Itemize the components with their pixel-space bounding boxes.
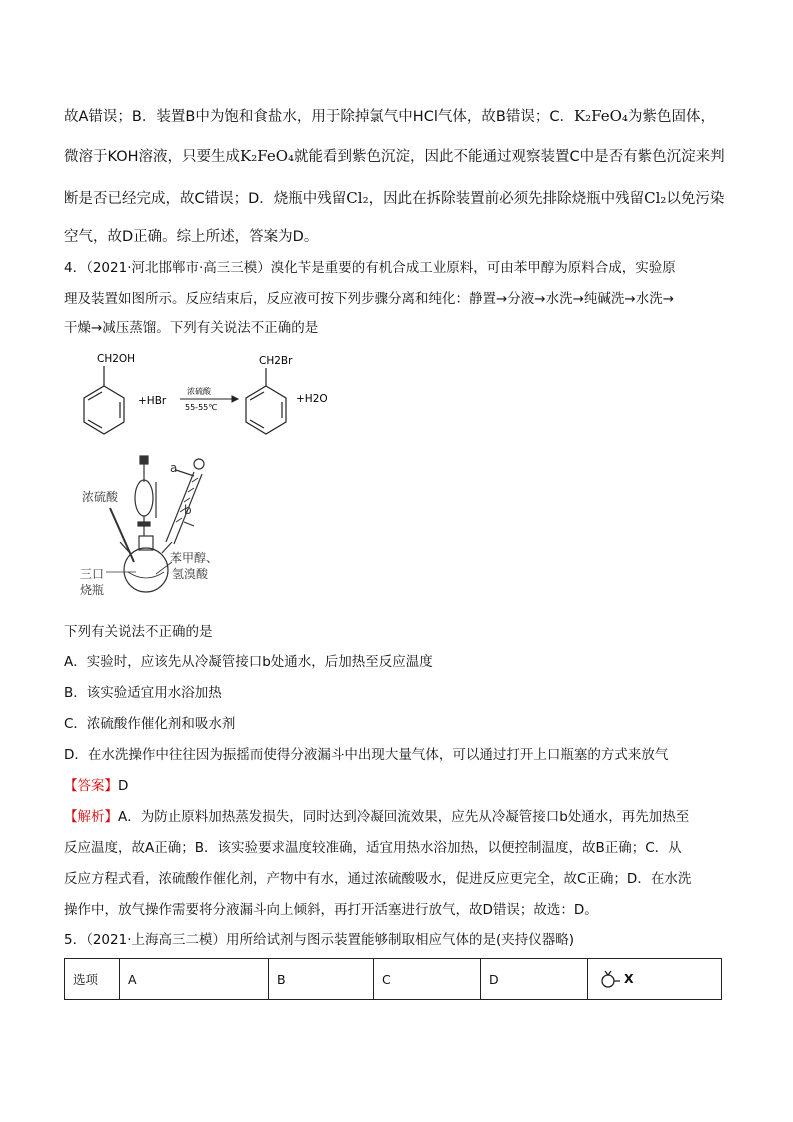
- inlet-b-label: b: [184, 503, 192, 517]
- table-header-cell: B: [269, 959, 374, 1000]
- dropping-funnel-icon: [135, 456, 156, 536]
- table-header-cell: A: [120, 959, 269, 1000]
- answer-prev-line-4: 空气，故D正确。综上所述，答案为D。: [64, 229, 319, 245]
- table-row: [65, 959, 722, 1000]
- q4-analysis-line-2: 反应温度，故A正确；B．该实验要求温度较准确，适宜用热水浴加热，以便控制温度，故B正确；C．从: [64, 840, 682, 856]
- q4-prompt: 下列有关说法不正确的是: [64, 624, 213, 640]
- inlet-a-label: a: [170, 461, 178, 475]
- q4-option-a: A．实验时，应该先从冷凝管接口b处通水，后加热至反应温度: [64, 654, 433, 670]
- plus-h2o-label: +H2O: [296, 393, 328, 405]
- thermometer-icon: [110, 508, 134, 562]
- q4-stem-line-3: 干燥→减压蒸馏。下列有关说法不正确的是: [64, 320, 319, 336]
- q4-stem-line-2: 理及装置如图所示。反应结束后，反应液可按下列步骤分离和纯化：静置→分液→水洗→纯碱洗→水洗→: [64, 291, 675, 307]
- q5-options-table: [64, 958, 722, 1000]
- q5-stem: 5．（2021·上海高三二模）用所给试剂与图示装置能够制取相应气体的是(夹持仪器略): [64, 932, 575, 948]
- answer-value: D: [118, 778, 129, 794]
- reactant-group-label: CH2OH: [97, 353, 136, 365]
- q4-answer: [64, 776, 128, 796]
- answer-label: 【答案】: [64, 778, 118, 794]
- gas-x-label: X: [624, 970, 634, 986]
- benzene-ring-reactant: [84, 366, 124, 434]
- reaction-scheme: [70, 346, 340, 442]
- q4-option-b: B．该实验适宜用水浴加热: [64, 685, 222, 701]
- gas-apparatus-cell: [588, 959, 722, 1000]
- reaction-arrow: [180, 396, 238, 402]
- answer-prev-line-2: 微溶于KOH溶液，只要生成K₂FeO₄就能看到紫色沉淀，因此不能通过观察装置C中是否有紫色沉淀来判: [64, 147, 725, 165]
- table-header-cell: 选项: [65, 959, 120, 1000]
- table-header-cell: C: [374, 959, 481, 1000]
- q4-analysis-line-4: 操作中，放气操作需要将分液漏斗向上倾斜，再打开活塞进行放气，故D错误；故选：D。: [64, 902, 598, 918]
- analysis-label: 【解析】: [64, 809, 118, 825]
- condition-top-label: 浓硫酸: [187, 387, 211, 396]
- reagent-label-2: 氢溴酸: [172, 567, 209, 581]
- q4-stem-line-1: 4．（2021·河北邯郸市·高三三模）溴化苄是重要的有机合成工业原料，可由苯甲醇为原料合成，实验原: [64, 260, 676, 276]
- plus-hbr-label: +HBr: [138, 395, 167, 407]
- q4-analysis-line-3: 反应方程式看，浓硫酸作催化剂，产物中有水，通过浓硫酸吸水，促进反应更完全，故C正确；D．在水洗: [64, 871, 692, 887]
- table-header-cell: D: [481, 959, 588, 1000]
- answer-prev-line-1: 故A错误；B．装置B中为饱和食盐水，用于除掉氯气中HCl气体，故B错误；C．K₂FeO₄为紫色固体，: [64, 107, 715, 125]
- reagent-label-1: 苯甲醇、: [170, 551, 219, 565]
- answer-prev-line-3: 断是否已经完成，故C错误；D．烧瓶中残留Cl₂，因此在拆除装置前必须先排除烧瓶中残留Cl₂以免污染: [64, 189, 725, 207]
- flask-label-1: 三口: [80, 567, 105, 581]
- product-group-label: CH2Br: [259, 355, 293, 367]
- acid-label: 浓硫酸: [82, 490, 119, 504]
- benzene-ring-product: [246, 368, 286, 434]
- flask-label-2: 烧瓶: [80, 583, 105, 597]
- q4-option-d: D．在水洗操作中往往因为振摇而使得分液漏斗中出现大量气体，可以通过打开上口瓶塞的方式来放气: [64, 747, 669, 763]
- condition-bottom-label: 55-55℃: [185, 403, 218, 412]
- q4-analysis-line-1: 【解析】A．为防止原料加热蒸发损失，同时达到冷凝回流效果，应先从冷凝管接口b处通水，再先加热至: [64, 809, 690, 825]
- apparatus-diagram: [76, 452, 236, 610]
- q4-option-c: C．浓硫酸作催化剂和吸水剂: [64, 716, 236, 732]
